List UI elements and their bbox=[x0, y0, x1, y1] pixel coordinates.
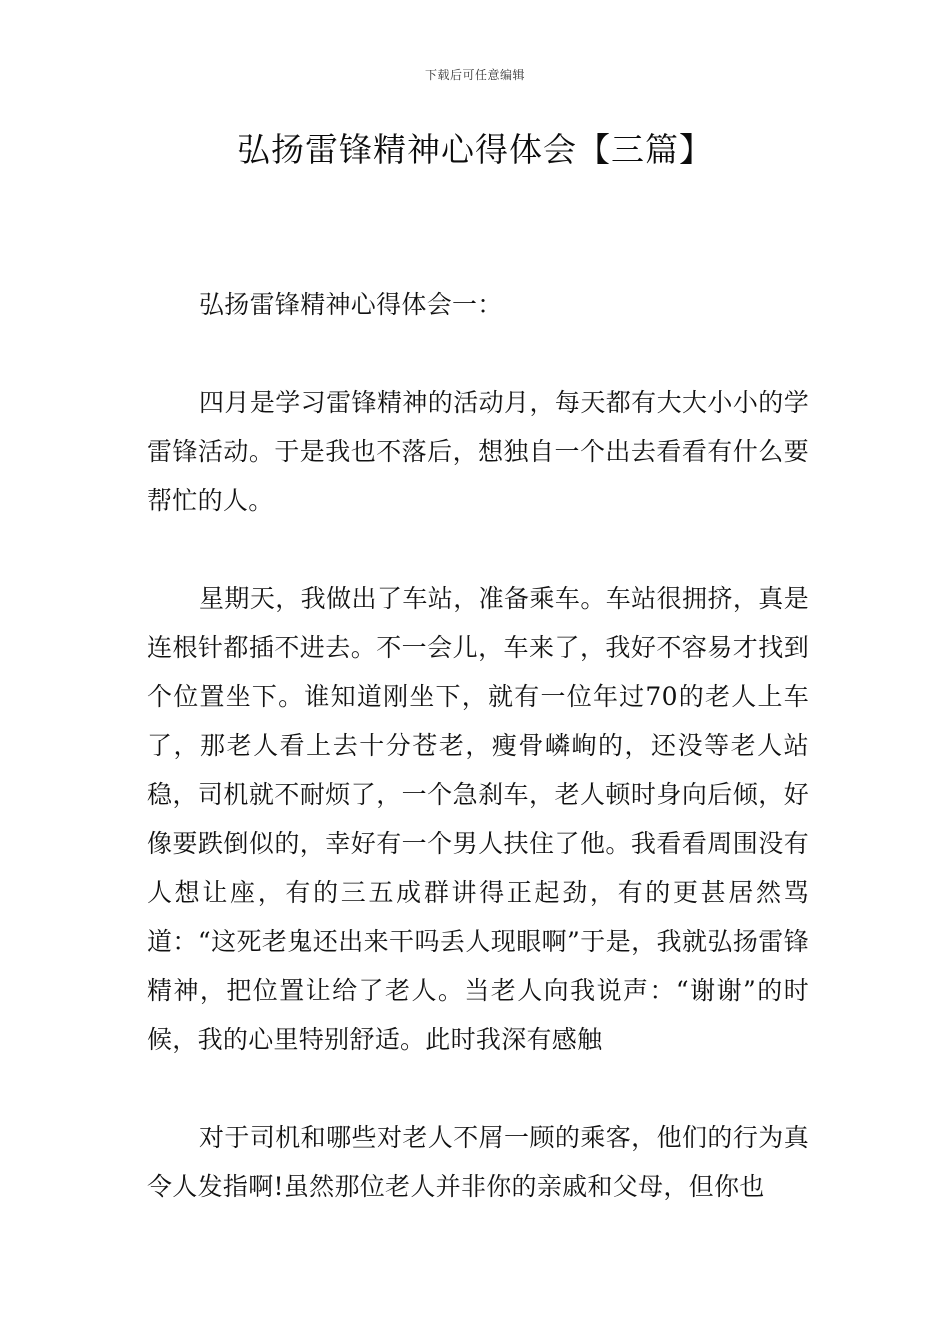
section-heading: 弘扬雷锋精神心得体会一： bbox=[199, 290, 503, 319]
paragraph-gap bbox=[147, 525, 809, 574]
page-header-note: 下载后可任意编辑 bbox=[424, 68, 525, 82]
paragraph-gap bbox=[147, 329, 809, 378]
paragraph-2: 星期天，我做出了车站，准备乘车。车站很拥挤，真是连根针都插不进去。不一会儿，车来了，我好不容易才找到个位置坐下。谁知道刚坐下，就有一位年过70的老人上车了，那老人看上去十分苍老，瘦骨嶙峋的，还没等老人站稳，司机就不耐烦了，一个急刹车，老人顿时身向后倾，好像要跌倒似的，幸好有一个男人扶住了他。我看看周围没有人想让座，有的三五成群讲得正起劲，有的更甚居然骂道：“这死老鬼还出来干吗丢人现眼啊”于是，我就弘扬雷锋精神，把位置让给了老人。当老人向我说声：“谢谢”的时候，我的心里特别舒适。此时我深有感触 bbox=[147, 584, 809, 1054]
paragraph-gap bbox=[147, 1064, 809, 1113]
paragraph-1: 四月是学习雷锋精神的活动月，每天都有大大小小的学雷锋活动。于是我也不落后，想独自一个出去看看有什么要帮忙的人。 bbox=[147, 388, 809, 515]
document-title: 弘扬雷锋精神心得体会【三篇】 bbox=[237, 130, 713, 169]
paragraph-3: 对于司机和哪些对老人不屑一顾的乘客，他们的行为真令人发指啊!虽然那位老人并非你的亲戚和父母，但你也 bbox=[147, 1123, 809, 1201]
document-body bbox=[147, 280, 809, 1211]
